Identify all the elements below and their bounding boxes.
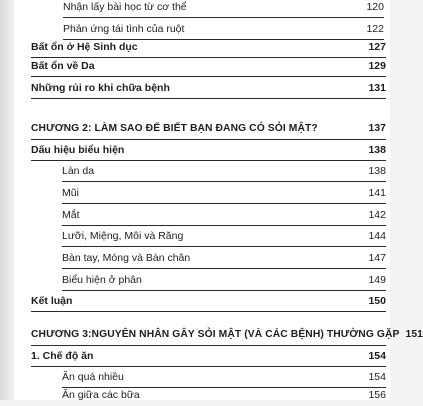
- toc-entry-page: 150: [368, 294, 386, 307]
- page-edge-shadow: [0, 0, 14, 400]
- toc-entry-page: 120: [366, 0, 384, 13]
- toc-entry-page: 127: [368, 40, 386, 53]
- toc-entry: [31, 77, 386, 99]
- toc-entry-title: Phản ứng tái tình của ruột: [63, 22, 185, 35]
- toc-entry: [62, 204, 386, 226]
- toc-entry-page: 144: [368, 229, 386, 242]
- toc-entry-page: 142: [368, 208, 386, 221]
- toc-entry-page: 154: [368, 349, 386, 362]
- toc-entry-title: Ăn giữa các bữa: [62, 389, 140, 401]
- toc-entry-title: Những rủi ro khi chữa bệnh: [31, 81, 170, 94]
- toc-entry-page: 129: [368, 59, 386, 72]
- toc-entry-title: Kết luận: [31, 294, 73, 307]
- toc-entry-page: 138: [368, 164, 386, 177]
- toc-entry: [62, 160, 386, 182]
- book-page: [14, 0, 423, 401]
- toc-entry-page: 137: [368, 123, 386, 134]
- toc-entry-title: Mắt: [62, 208, 80, 221]
- toc-entry-page: 151: [405, 329, 423, 340]
- toc-entry: [62, 247, 386, 269]
- toc-entry-title: CHƯƠNG 2: LÀM SAO ĐỂ BIẾT BẠN ĐANG CÓ SỎI MẬT?: [31, 123, 318, 134]
- toc-entry: [31, 55, 386, 77]
- toc-chapter-entry: [31, 324, 423, 346]
- toc-entry-page: 156: [368, 389, 386, 401]
- toc-entry-title: Làn da: [62, 164, 95, 177]
- toc-entry-title: Dấu hiệu biểu hiện: [31, 143, 125, 156]
- toc-entry-title: 1. Chế độ ăn: [31, 349, 94, 362]
- toc-entry: [62, 384, 386, 406]
- toc-entry-page: 122: [366, 22, 384, 35]
- toc-chapter-entry: [31, 118, 386, 140]
- toc-entry-page: 138: [368, 143, 386, 156]
- toc-entry: [62, 182, 386, 204]
- toc-entry: [31, 139, 386, 161]
- toc-entry-page: 147: [368, 251, 386, 264]
- toc-entry-page: 131: [368, 81, 386, 94]
- toc-entry-title: Bất ổn về Da: [31, 59, 95, 72]
- toc-entry-title: CHƯƠNG 3:NGUYÊN NHÂN GÂY SỎI MẬT (VÀ CÁC BỆNH) THƯỜNG GẶP: [31, 329, 400, 340]
- toc-entry: [63, 0, 384, 18]
- toc-entry-title: Bất ổn ở Hệ Sinh dục: [31, 40, 138, 53]
- toc-entry-title: Biểu hiện ở phân: [62, 273, 142, 286]
- toc-entry-title: Mũi: [62, 186, 79, 199]
- toc-entry-title: Bàn tay, Móng và Bàn chân: [62, 251, 191, 264]
- toc-entry: [62, 225, 386, 247]
- toc-entry: [62, 269, 386, 291]
- toc-entry-title: Lưỡi, Miệng, Môi và Răng: [62, 229, 184, 242]
- toc-entry-page: 141: [368, 186, 386, 199]
- toc-entry-page: 149: [368, 273, 386, 286]
- toc-entry-page: 154: [368, 370, 386, 383]
- toc-entry: [31, 345, 386, 367]
- toc-entry: [31, 290, 386, 312]
- toc-entry-title: Ăn quá nhiều: [62, 370, 124, 383]
- toc-entry-title: Nhận lấy bài học từ cơ thể: [63, 0, 187, 13]
